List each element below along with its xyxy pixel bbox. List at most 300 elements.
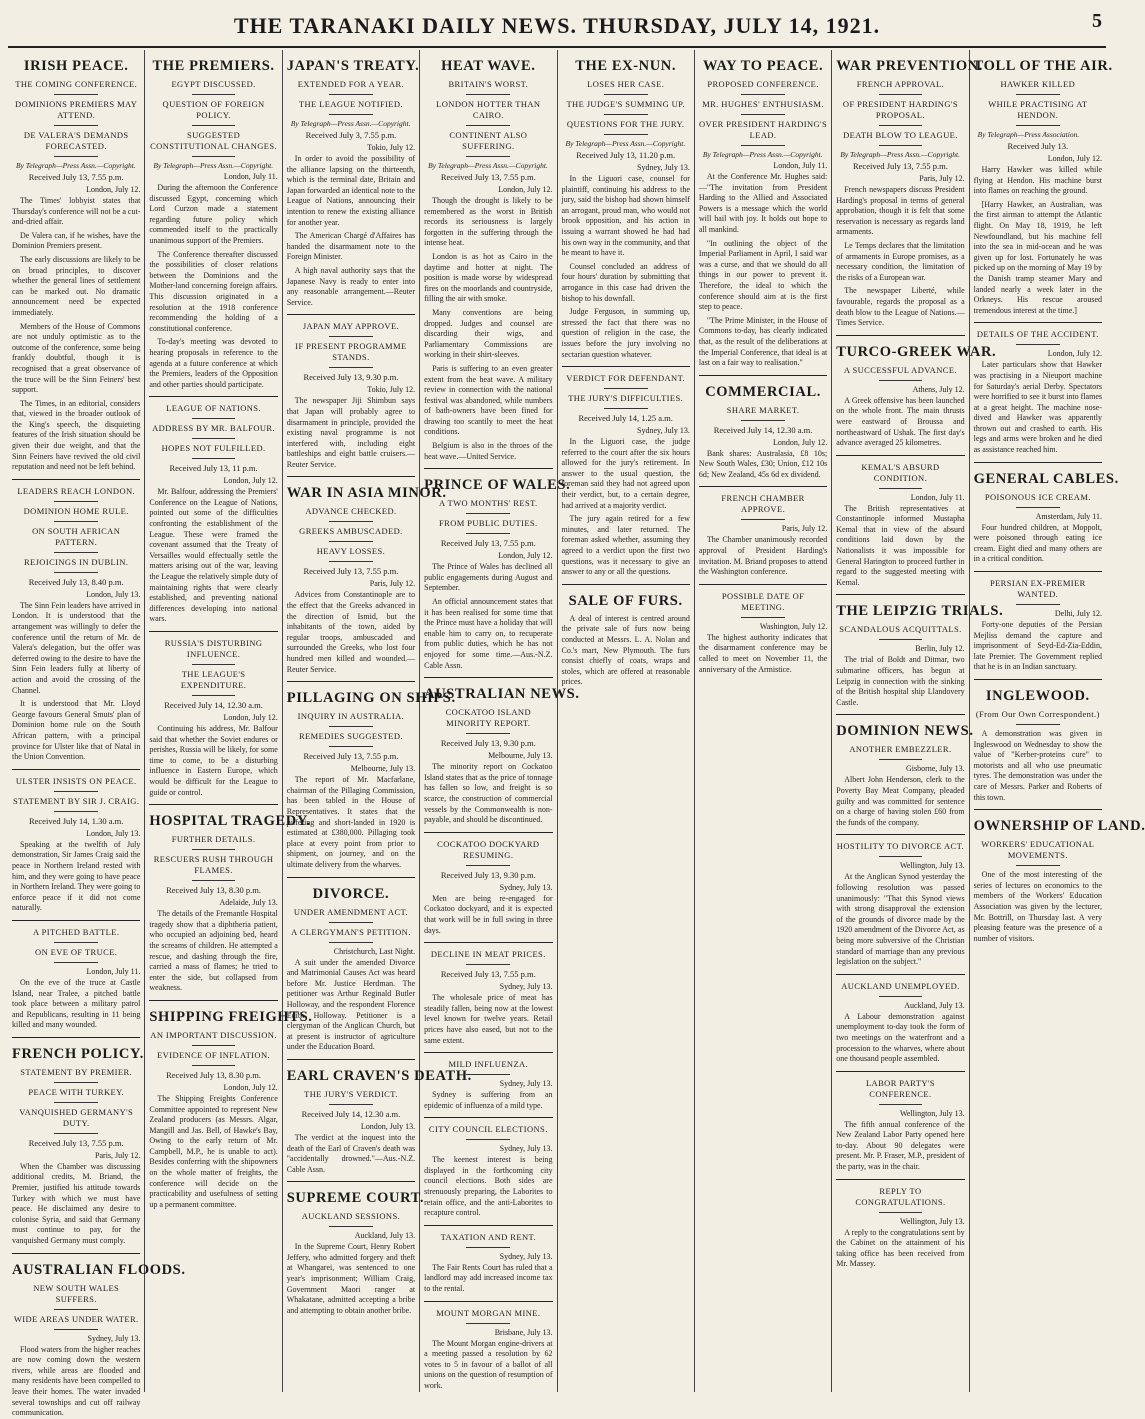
section-rule [699, 486, 827, 487]
article-paragraph: At the Conference Mr. Hughes said:—"The invitation from President Harding to the Allied and Associated Powers is a message which the world will hail with joy. It holds out hope to all mankind. [698, 172, 828, 234]
article-paragraph: Many conventions are being dropped. Judges and counsel are discarding their wigs, and Parliamentary Commissions are working in their shirt-sleeves. [424, 307, 553, 360]
article-headline: THE PREMIERS. [152, 58, 275, 74]
article-headline: OWNERSHIP OF LAND. [973, 818, 1145, 835]
rule-divider [1016, 865, 1060, 866]
telegraph-credit: By Telegraph—Press Assn.—Copyright. [428, 161, 548, 170]
rule-divider [54, 1309, 98, 1310]
dateline: Sydney, July 13. [499, 882, 553, 892]
article-subheading: LEAGUE OF NATIONS. [166, 403, 261, 414]
article-subheading: POSSIBLE DATE OF MEETING. [721, 590, 805, 612]
article-subheading: WIDE AREAS UNDER WATER. [13, 1313, 139, 1324]
article-headline: TURCO-GREEK WAR. [836, 343, 997, 360]
rule-divider [879, 856, 923, 857]
article-subheading: SCANDALOUS ACQUITTALS. [839, 624, 962, 635]
article-paragraph: Flood waters from the higher reaches are now coming down the western rivers, while areas are flooded and many residents have been compelled to leave their homes. The water invaded several townships and cut off railway communication. [12, 1344, 141, 1418]
rule-divider [329, 561, 373, 562]
received-time: Received July 13, 7.55 p.m. [440, 538, 536, 549]
dateline: Adelaide, July 13. [219, 898, 278, 908]
article-headline: HEAT WAVE. [441, 58, 536, 74]
rule-divider [54, 501, 98, 502]
dateline: Paris, July 12. [369, 579, 416, 589]
page-number: 5 [1092, 10, 1102, 32]
article-subheading: TAXATION AND RENT. [440, 1231, 536, 1242]
rule-divider [1016, 604, 1060, 605]
article-subheading: LOSES HER CASE. [587, 79, 665, 89]
section-rule [12, 1037, 140, 1038]
rule-divider [1016, 507, 1060, 508]
article-headline: INGLEWOOD. [985, 688, 1090, 704]
rule-divider [741, 114, 785, 115]
article-subheading: CONTINENT ALSO SUFFERING. [449, 130, 528, 151]
article-paragraph: Advices from Constantinople are to the effect that the Greeks advanced in the direction of Ismid, but the inhabitants of the town, aided by regular troops, ambuscaded and surrounded the Greeks, who lost four hundred men killed and wounded.—Reuter Service. [286, 590, 416, 674]
article-headline: THE LEIPZIG TRIALS. [836, 603, 1004, 620]
article-subheading: DECLINE IN MEAT PRICES. [430, 949, 546, 960]
article-headline: TOLL OF THE AIR. [973, 58, 1113, 74]
article-paragraph: When the Chamber was discussing additional credits, M. Briand, the Premier, justified his attitude towards Turkey with which we must have peace. He disclaimed any desire to colonise Syria, and said that Germany must continue to pay, for the vanquished Germany must comply. [12, 1161, 141, 1246]
section-rule [974, 679, 1102, 680]
column-6 [695, 50, 832, 1392]
article-paragraph: At the Anglican Synod yesterday the following resolution was passed unanimously: "That this Synod views with strong disapproval the extension of the grounds of divorce made by the 1920 amendment of the Divorce Act, as being more subversive of the Christian standard of marriage than any previous legislation on the subject." [836, 872, 965, 967]
article-headline: SALE OF FURS. [568, 592, 683, 609]
article-subheading: A SUCCESSFUL ADVANCE. [843, 364, 957, 375]
rule-divider [54, 125, 98, 126]
section-rule [424, 1301, 552, 1302]
section-rule [974, 571, 1102, 572]
dateline: London, July 13. [86, 828, 141, 838]
telegraph-credit: By Telegraph—Press Association. [977, 130, 1080, 139]
section-rule [836, 974, 964, 975]
article-subheading: LONDON HOTTER THAN CAIRO. [436, 99, 541, 120]
dateline: London, July 12. [223, 713, 278, 722]
article-paragraph: Members of the House of Commons are not unduly optimistic as to the outcome of the conference, some being frankly doubtful, though it is recognised that a great observance of the truce will be the Sinn Feiners' best support. [12, 321, 141, 395]
column-5 [558, 50, 695, 1392]
rule-divider [466, 513, 510, 514]
section-rule [836, 834, 964, 835]
section-rule [424, 1225, 552, 1226]
article-headline: AUSTRALIAN NEWS. [424, 686, 580, 703]
article-subheading: PROPOSED CONFERENCE. [707, 79, 819, 89]
section-rule [699, 584, 827, 585]
rule-divider [879, 1104, 923, 1105]
dateline: London, July 12. [773, 437, 828, 447]
rule-divider [1016, 344, 1060, 345]
section-rule [836, 335, 964, 336]
section-rule [287, 877, 415, 878]
article-subheading: IF PRESENT PROGRAMME STANDS. [295, 341, 407, 363]
article-paragraph: A high naval authority says that the Japanese Navy is ready to enter into any reasonable arrangement.—Reuter Service. [286, 265, 416, 307]
article-subheading: ADVANCE CHECKED. [305, 506, 397, 517]
rule-divider [879, 145, 923, 146]
rule-divider [466, 94, 510, 95]
received-time: Received July 13, 11.20 p.m. [576, 150, 676, 160]
received-time: Received July 13, 9.30 p.m. [440, 738, 536, 749]
column-4 [420, 50, 580, 1392]
received-time: Received July 13, 11 p.m. [169, 463, 258, 474]
rule-divider [329, 336, 373, 337]
rule-divider [329, 367, 373, 368]
section-rule [562, 366, 690, 367]
article-paragraph: [Harry Hawker, an Australian, was the first airman to attempt the Atlantic flight. On May 18, 1919, he left Newfoundland, but his machine fell into the sea in mid-ocean and he was given up for lost. Fortunately he was picked up on the morning of May 19 by the Danish tramp steamer Mary and landed nearly a week later in the Orkneys. His rescue aroused tremendous interest at the time.] [973, 199, 1102, 315]
rule-divider [192, 125, 236, 126]
article-subheading: LEADERS REACH LONDON. [17, 485, 136, 496]
telegraph-credit: By Telegraph—Press Assn.—Copyright. [702, 150, 823, 159]
rule-divider [604, 388, 648, 389]
rule-divider [604, 94, 648, 95]
rule-divider [54, 811, 98, 812]
rule-divider [466, 125, 510, 126]
rule-divider [466, 964, 510, 965]
dateline: Paris, July 12. [781, 524, 828, 534]
dateline: Auckland, July 13. [904, 1000, 965, 1010]
received-time: Received July 14, 1.30 a.m. [28, 815, 124, 826]
rule-divider [54, 1329, 98, 1330]
article-subheading: FRENCH APPROVAL. [856, 79, 945, 89]
rule-divider [192, 1065, 236, 1066]
article-subheading: MR. HUGHES' ENTHUSIASM. [702, 99, 824, 109]
article-paragraph: In order to avoid the possibility of the alliance lapsing on the thirteenth, which is the terminal date, Britain and Japan forwarded an identical note to the League of Nations, announcing their intention to renew the existing alliance for another year. [286, 154, 416, 227]
section-rule [149, 396, 277, 397]
article-paragraph: Men are being re-engaged for Cockatoo dockyard, and it is expected that work will be in full swing in three days. [424, 893, 553, 935]
section-rule [287, 1181, 415, 1182]
article-headline: WAR PREVENTION. [836, 58, 984, 74]
section-rule [12, 769, 140, 770]
rule-divider [604, 114, 648, 115]
received-time: Received July 13, 9.30 p.m. [303, 372, 399, 383]
dateline: Washington, July 12. [759, 621, 828, 631]
article-paragraph: The newspaper Liberté, while favourable, regards the proposal as a death blow to the League of Nations.—Times Service. [836, 286, 965, 328]
dateline: Wellington, July 13. [899, 1216, 965, 1226]
article-subheading: RUSSIA'S DISTURBING INFLUENCE. [164, 638, 263, 659]
article-paragraph: The Shipping Freights Conference Committee appointed to represent New Zealand producers (as Messrs. Algar, Mangill and Jas. Bell, of Hawke's Bay, Owing to the early return of Mr. Campbell, M.P., he is unable to act). Besides conferring with the shipowners on the whole matter of freights, the conference will decide on the practicability and usefulness of setting up a permanent committee. [149, 1093, 278, 1209]
rule-divider [192, 156, 236, 157]
dateline: Paris, July 12. [95, 1150, 141, 1160]
rule-divider [329, 746, 373, 747]
section-rule [974, 322, 1102, 323]
dateline: London, July 12. [86, 185, 141, 194]
article-subheading: PEACE WITH TURKEY. [28, 1086, 125, 1097]
section-rule [974, 462, 1102, 463]
dateline: Brisbane, July 13. [494, 1327, 553, 1337]
article-paragraph: The Conference thereafter discussed the possibilities of closer relations between the Dominions and the Mother-land concerning foreign affairs. This discussion originated in a resolution at the 1918 conference recommending the holding of a constitutional conference. [149, 249, 278, 333]
article-subheading: HOPES NOT FULFILLED. [161, 443, 266, 454]
received-time: Received July 13, 8.30 p.m. [166, 1069, 262, 1080]
dateline: Melbourne, July 13. [488, 751, 553, 761]
rule-divider [54, 1102, 98, 1103]
rule-divider [1016, 125, 1060, 126]
dateline: Sydney, July 13. [87, 1333, 141, 1343]
article-paragraph: The Times' lobbyist states that Thursday's conference will not be a cut-and-dried affair. [12, 196, 141, 227]
article-paragraph: The Times, in an editorial, considers that, viewed in the broader outlook of the King's speech, the disquieting features of the Irish situation should be given their due weight, and that the Sinn Feiners have revived the old civil reputation and need not be left behind. [12, 398, 141, 472]
columns [8, 50, 1145, 1418]
article-subheading: THE LEAGUE'S EXPENDITURE. [180, 669, 247, 690]
dateline: Delhi, July 12. [1054, 609, 1102, 619]
rule-divider [54, 1133, 98, 1134]
dateline: Sydney, July 13. [499, 982, 553, 992]
rule-divider [192, 695, 236, 696]
rule-divider [741, 94, 785, 95]
section-rule [12, 479, 140, 480]
article-subheading: ON SOUTH AFRICAN PATTERN. [32, 525, 121, 547]
rule-divider [741, 420, 785, 421]
dateline: Amsterdam, July 11. [1035, 511, 1102, 521]
article-paragraph: Albert John Henderson, clerk to the Poverty Bay Meat Company, pleaded guilty and was committed for sentence on a charge of having stolen £60 from the funds of the company. [836, 775, 965, 827]
article-paragraph: The verdict at the inquest into the death of the Earl of Craven's death was "accidentally drowned."—Aus.-N.Z. Cable Assn. [286, 1132, 416, 1174]
article-paragraph: Forty-one deputies of the Persian Mejliss demand the capture and imprisonment of Seyd-Ed-Zia-Eddin, late Premier. The Government replied that he is in an Indian sanctuary. [973, 620, 1102, 672]
article-paragraph: On the eve of the truce at Castle Island, near Tralee, a pitched battle took place between a military patrol and Republicans, resulting in 11 being killed and many wounded. [12, 977, 141, 1030]
article-paragraph: Though the drought is likely to be remembered as the worst in British records its seriousness is largely forgotten in the suffering through the intense heat. [424, 196, 553, 248]
article-paragraph: Le Temps declares that the limitation of armaments in Europe promises, as a necessary condition, the limitation of the risks of a European war. [836, 240, 965, 282]
rule-divider [879, 488, 923, 489]
article-paragraph: Harry Hawker was killed while flying at Hendon. His machine burst into flames on reaching the ground. [973, 165, 1102, 196]
dateline: Sydney, July 13. [499, 1251, 553, 1261]
section-rule [424, 942, 552, 943]
article-subheading: REPLY TO CONGRATULATIONS. [855, 1185, 946, 1207]
rule-divider [192, 94, 236, 95]
rule-divider [192, 458, 236, 459]
article-paragraph: The minority report on Cockatoo Island states that as the price of tonnage has fallen so low, and freight is so scarce, the construction of commercial vessels by the Commonwealth is non-payable, and should be discontinued. [424, 762, 553, 825]
article-subheading: HEAVY LOSSES. [316, 546, 386, 557]
rule-divider [879, 996, 923, 997]
rule-divider [466, 1247, 510, 1248]
received-time: Received July 13, 7.55 p.m. [852, 161, 948, 171]
article-subheading: THE JURY'S DIFFICULTIES. [568, 393, 684, 404]
article-subheading: FRENCH CHAMBER APPROVE. [721, 493, 805, 515]
section-rule [424, 1117, 552, 1118]
rule-divider [329, 541, 373, 542]
rule-divider [879, 125, 923, 126]
rule-divider [329, 922, 373, 923]
article-subheading: DETAILS OF THE ACCIDENT. [976, 329, 1099, 340]
article-paragraph: The trial of Boldt and Ditmar, two submarine officers, has begun at Leipzig in connection with the sinking of the British hospital ship Llandovery Castle. [836, 655, 965, 707]
section-rule [424, 832, 552, 833]
article-subheading: THE JURY'S VERDICT. [304, 1088, 398, 1099]
article-headline: THE EX-NUN. [575, 58, 677, 74]
article-subheading: STATEMENT BY PREMIER. [20, 1066, 133, 1077]
rule-divider [604, 134, 648, 135]
dateline: Auckland, July 13. [354, 1231, 416, 1241]
article-subheading: FROM PUBLIC DUTIES. [439, 518, 538, 529]
article-paragraph: The highest authority indicates that the disarmament conference may be called to meet on November 11, the anniversary of the Armistice. [698, 632, 828, 674]
rule-divider [329, 94, 373, 95]
rule-divider [329, 942, 373, 943]
section-rule [836, 714, 964, 715]
article-subheading: HAWKER KILLED [1000, 79, 1076, 89]
article-subheading: NEW SOUTH WALES SUFFERS. [33, 1282, 120, 1304]
article-subheading: ADDRESS BY MR. BALFOUR. [152, 423, 276, 434]
article-subheading: EVIDENCE OF INFLATION. [157, 1049, 271, 1060]
article-subheading: SUGGESTED CONSTITUTIONAL CHANGES. [150, 130, 278, 151]
rule-divider [879, 380, 923, 381]
section-rule [836, 594, 964, 595]
article-paragraph: Counsel concluded an address of four hours' duration by submitting that arrogance in this case had driven the bishop to his downfall. [561, 261, 690, 303]
received-time: Received July 13, 8.30 p.m. [166, 885, 262, 896]
article-paragraph: London is as hot as Cairo in the daytime and hotter at night. The position is made worse by widespread fires on the moorlands and countryside, filling the air with smoke. [424, 251, 553, 304]
dateline: Berlin, July 12. [915, 644, 965, 654]
rule-divider [741, 617, 785, 618]
section-rule [699, 375, 827, 376]
article-subheading: A PITCHED BATTLE. [33, 926, 120, 937]
received-time: Received July 13, 7.55 p.m. [303, 566, 399, 577]
article-headline: HOSPITAL TRAGEDY. [149, 813, 311, 830]
rule-divider [192, 418, 236, 419]
dateline: London, July 12. [1047, 349, 1102, 359]
rule-divider [466, 1139, 510, 1140]
received-time: Received July 13, 7.55 p.m. [303, 751, 399, 762]
article-headline: WAR IN ASIA MINOR. [286, 485, 447, 502]
article-paragraph: It is understood that Mr. Lloyd George favours General Smuts' plan of Dominion home rule on the South African pattern, with a principal province for Ulster like that of Natal in the Union Convention. [12, 699, 141, 762]
article-subheading: RESCUERS RUSH THROUGH FLAMES. [153, 854, 274, 876]
article-subheading: STATEMENT BY SIR J. CRAIG. [13, 795, 140, 806]
rule-divider [466, 1323, 510, 1324]
rule-divider [741, 145, 785, 146]
section-rule [424, 1052, 552, 1053]
article-subheading: REMEDIES SUGGESTED. [298, 731, 403, 742]
rule-divider [329, 1226, 373, 1227]
article-paragraph: In the Supreme Court, Henry Robert Jeffery, who admitted forgery and theft at Whangarei, was sentenced to one year's imprisonment; William Craig, Government Maori ranger at Whakatane, admitted accepting a bribe and attempting to obtain another bribe. [286, 1242, 416, 1315]
article-subheading: MILD INFLUENZA. [448, 1059, 529, 1070]
dateline: Melbourne, July 13. [350, 764, 416, 774]
telegraph-credit: By Telegraph—Press Assn.—Copyright. [16, 161, 136, 170]
article-paragraph: The newspaper Jiji Shimbun says that Japan will probably agree to disarmament in principle, provided the existing naval programme is not interfered with, including eight battleships and eight battle cruisers.—Reuter Service. [286, 396, 416, 469]
article-subheading: POISONOUS ICE CREAM. [984, 491, 1091, 502]
section-rule [149, 631, 277, 632]
dateline: London, July 11. [223, 172, 278, 181]
rule-divider [54, 1082, 98, 1083]
rule-divider [54, 962, 98, 963]
rule-divider [1016, 724, 1060, 725]
dateline: Gisborne, July 13. [905, 764, 965, 774]
article-subheading: DE VALERA'S DEMANDS FORECASTED. [23, 130, 129, 151]
rule-divider [54, 572, 98, 573]
article-headline: SHIPPING FREIGHTS. [149, 1008, 313, 1025]
rule-divider [192, 664, 236, 665]
article-headline: SUPREME COURT. [286, 1190, 425, 1207]
received-time: Received July 14, 12.30 a.m. [164, 700, 263, 710]
dateline: London, July 11. [773, 161, 828, 170]
article-subheading: ON EVE OF TRUCE. [35, 946, 118, 957]
article-headline: PILLAGING ON SHIPS. [286, 690, 456, 707]
article-paragraph: The early discussions are likely to be on broad principles, to discover whether the general lines of settlement can be marked out. No dramatic announcement need be expected immediately. [12, 254, 141, 317]
article-subheading: WORKERS' EDUCATIONAL MOVEMENTS. [981, 839, 1095, 861]
article-subheading: ULSTER INSISTS ON PEACE. [15, 775, 137, 786]
section-rule [287, 1059, 415, 1060]
article-headline: IRISH PEACE. [23, 58, 129, 74]
article-paragraph: A reply to the congratulations sent by the Cabinet on the attainment of his taking office has been received from Mr. Massey. [836, 1227, 965, 1269]
article-paragraph: Continuing his address, Mr. Balfour said that whether the Soviet endures or perishes, Russia will be likely, for some time to come, to be a disturbing influence in Eastern Europe, which would be difficult for the League to guide or control. [149, 724, 278, 797]
article-paragraph: The details of the Fremantle Hospital tragedy show that a diphtheria patient, who occupied an adjoining bed, heard the screams of children. He attempted a rescue, and dashing through the fire, carried a mass of flames; he tried to enter the side, but collapsed from weakness. [149, 909, 278, 993]
article-headline: JAPAN'S TREATY. [286, 58, 420, 74]
masthead [8, 6, 1106, 48]
dateline: Tokio, July 12. [367, 143, 416, 152]
dateline: Wellington, July 13. [899, 861, 965, 871]
dateline: London, July 13. [86, 589, 141, 599]
rule-divider [466, 533, 510, 534]
article-subheading: INQUIRY IN AUSTRALIA. [297, 711, 405, 722]
article-paragraph: During the afternoon the Conference discussed Egypt, concerning which Lord Curzon made a statement regarding future policy which commended itself to the practically unanimous support of the Premiers. [149, 183, 278, 245]
article-headline: DOMINION NEWS. [836, 723, 974, 740]
section-rule [974, 809, 1102, 810]
section-rule [836, 455, 964, 456]
article-subheading: BRITAIN'S WORST. [448, 79, 529, 89]
article-subheading: HOSTILITY TO DIVORCE ACT. [836, 841, 965, 852]
received-time: Received July 3, 7.55 p.m. [305, 130, 397, 140]
rule-divider [604, 408, 648, 409]
article-subheading: CITY COUNCIL ELECTIONS. [428, 1124, 548, 1135]
article-subheading: PERSIAN EX-PREMIER WANTED. [989, 578, 1086, 600]
article-subheading: DOMINION HOME RULE. [23, 505, 129, 516]
article-headline: GENERAL CABLES. [973, 470, 1119, 487]
received-time: Received July 14, 12.30 a.m. [713, 424, 813, 435]
article-paragraph: Four hundred children, at Moppolt, were poisoned through eating ice cream. Eight died and many others are in a critical condition. [973, 522, 1102, 564]
received-time: Received July 13, 7.55 p.m. [28, 1137, 124, 1148]
rule-divider [879, 759, 923, 760]
article-subheading: COCKATOO ISLAND MINORITY REPORT. [445, 707, 532, 729]
article-paragraph: One of the most interesting of the series of lectures on economics to the members of the Workers' Education Association was given by the lecturer, Mr. Bottrill, on Thursday last. A very pleasing feature was the presence of a number of visitors. [973, 870, 1102, 943]
received-time: Received July 13, 7.55 p.m. [28, 172, 124, 182]
article-paragraph: Belgium is also in the throes of the heat wave.—United Service. [424, 441, 553, 461]
article-paragraph: The Fair Rents Court has ruled that a landlord may add increased income tax to the rental. [424, 1262, 553, 1294]
masthead-title: THE TARANAKI DAILY NEWS. THURSDAY, JULY 14, 1921. [233, 13, 881, 38]
dateline: London, July 12. [498, 551, 553, 561]
article-paragraph: De Valera can, if he wishes, have the Dominion Premiers present. [12, 230, 141, 251]
rule-divider [54, 156, 98, 157]
article-subheading: THE LEAGUE NOTIFIED. [298, 99, 403, 109]
dateline: Sydney, July 13. [499, 1144, 553, 1154]
article-paragraph: A suit under the amended Divorce and Matrimonial Causes Act was heard before Mr. Justice Herdman. The petitioner was Arthur Reginald Butler Holloway, and the respondent Florence Edith Holloway. Petitioner is a clergyman of the Anglican Church, but at present is instructor of agriculture under the Education Board. [286, 957, 416, 1052]
section-rule [287, 314, 415, 315]
rule-divider [329, 726, 373, 727]
received-time: Received July 14, 12.30 a.m. [301, 1108, 401, 1119]
article-subheading: THE JUDGE'S SUMMING UP. [566, 99, 685, 109]
rule-divider [192, 880, 236, 881]
telegraph-credit: By Telegraph—Press Assn.—Copyright. [840, 150, 960, 159]
dateline: Sydney, July 13. [637, 426, 690, 436]
article-paragraph: In the Liguori case, counsel for plaintiff, continuing his address to the jury, said the bishop had shown himself an arrogant, proud man, who would not brook opposition, and his action in issuing a warrant showed he had had his own way in the community, and that he meant to have it. [561, 174, 690, 258]
column-8 [970, 50, 1145, 1392]
section-rule [424, 468, 552, 469]
article-paragraph: Paris is suffering to an even greater extent from the heat wave. A military review in connection with the national festival was abandoned, while numbers of bath-owners have been fined for drawing too scantily to meet the heat conditions. [424, 363, 553, 437]
received-time: Received July 14, 1.25 a.m. [578, 413, 673, 424]
article-paragraph: The Prince of Wales has declined all public engagements during August and September. [424, 562, 553, 593]
rule-divider [54, 521, 98, 522]
article-subheading: (From Our Own Correspondent.) [975, 709, 1100, 719]
article-subheading: SHARE MARKET. [726, 404, 800, 415]
rule-divider [329, 114, 373, 115]
article-subheading: VERDICT FOR DEFENDANT. [566, 373, 686, 384]
dateline: London, July 12. [223, 476, 278, 486]
dateline: Wellington, July 13. [899, 1108, 965, 1118]
article-paragraph: In the Liguori case, the judge referred to the court after the six hours allowed for the jury's retirement. In answer to the usual question, the foreman said they had not agreed upon their verdict, but, to a certain degree, had arrived at a majority verdict. [561, 437, 690, 510]
section-rule [287, 681, 415, 682]
column-1 [8, 50, 186, 1418]
rule-divider [192, 849, 236, 850]
dateline: Paris, July 12. [919, 174, 965, 183]
section-rule [12, 920, 140, 921]
rule-divider [54, 942, 98, 943]
dateline: London, July 12. [1047, 154, 1102, 163]
rule-divider [54, 94, 98, 95]
article-subheading: FURTHER DETAILS. [171, 834, 256, 845]
article-paragraph: A Labour demonstration against unemployment to-day took the form of two meetings on the waterfront and a procession to the wharves, where about one thousand people assembled. [836, 1011, 965, 1064]
article-paragraph: Sydney is suffering from an epidemic of influenza of a mild type. [424, 1090, 553, 1110]
column-3 [283, 50, 472, 1392]
rule-divider [54, 791, 98, 792]
telegraph-credit: By Telegraph—Press Assn.—Copyright. [565, 139, 686, 148]
dateline: London, July 12. [498, 185, 553, 194]
article-subheading: VANQUISHED GERMANY'S DUTY. [19, 1106, 134, 1128]
section-rule [12, 1253, 140, 1254]
article-subheading: ANOTHER EMBEZZLER. [849, 744, 952, 755]
